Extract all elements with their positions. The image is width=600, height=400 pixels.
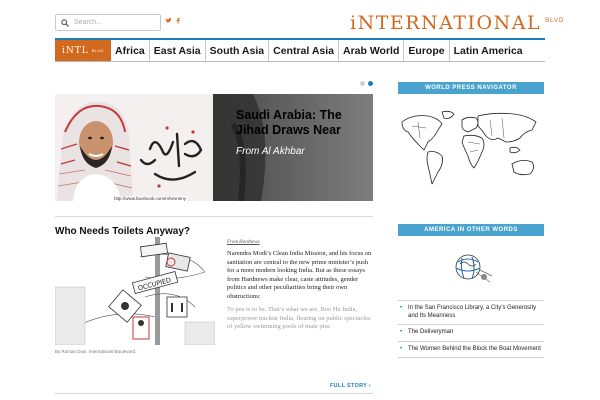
bullet-icon: • (400, 329, 403, 335)
list-item[interactable] (398, 325, 544, 342)
slider-dot-active[interactable] (368, 81, 373, 86)
nav-item-arab-world[interactable]: Arab World (339, 40, 404, 61)
article-source[interactable]: From Hardnews (227, 240, 260, 245)
featured-title[interactable]: Saudi Arabia: The Jihad Draws Near (236, 108, 342, 137)
nav-home-label: iNTL (62, 45, 89, 56)
social-links (165, 17, 181, 24)
article-title[interactable]: Who Needs Toilets Anyway? (55, 226, 191, 237)
facebook-icon[interactable] (175, 17, 181, 24)
nav-item-south-asia[interactable]: South Asia (206, 40, 269, 61)
occupied-sign-text: OCCUPIED (137, 275, 172, 293)
nav-home-sub: BLVD (91, 48, 104, 53)
article-image-credit: By Roman Duvi. International Boulevard. (55, 349, 137, 354)
nav-item-africa[interactable]: Africa (111, 40, 150, 61)
nav-item-east-asia[interactable]: East Asia (150, 40, 206, 61)
other-words-list (398, 300, 544, 358)
article-illustration[interactable] (55, 237, 215, 345)
list-item[interactable] (398, 300, 544, 325)
site-logo[interactable] (350, 12, 564, 34)
featured-image (55, 94, 213, 201)
image-caption: http://www.facebook.com/mhesneny (114, 196, 187, 201)
search-box[interactable] (55, 14, 161, 31)
search-input[interactable] (74, 19, 154, 26)
featured-source: From Al Akhbar (236, 146, 305, 157)
region-nav (55, 38, 545, 62)
list-item-label: The Deliveryman (408, 329, 454, 335)
twitter-icon[interactable] (165, 17, 172, 24)
bullet-icon: • (400, 305, 403, 311)
logo-wordmark: iNTERNATIONAL (350, 12, 542, 34)
article-excerpt: Narendra Modi’s Clean India Mission, and his focus on sanitation are central to the new prime minister’s push for a more modern looking India. But as these essays from Hardnews make clear, caste attitudes, gender politics and other peculiarities bring their own obstructions: (227, 250, 372, 300)
logo-subtext: BLVD (545, 18, 565, 24)
nav-home-logo[interactable] (55, 40, 111, 61)
nav-item-europe[interactable]: Europe (404, 40, 449, 61)
globe-sculpture-image[interactable] (450, 250, 495, 285)
nav-item-latin-america[interactable]: Latin America (453, 44, 523, 57)
america-in-other-words-heading[interactable]: AMERICA IN OTHER WORDS (398, 224, 544, 236)
full-story-link[interactable]: FULL STORY › (330, 383, 371, 389)
divider (55, 216, 373, 217)
world-map[interactable] (398, 108, 544, 188)
list-item[interactable] (398, 342, 544, 359)
article-quote: To pee is to be. That’s what we are, Boo Ha India, superpower nuclear India, floating on public spectacles of yellow swimming pools of male piss. (227, 306, 371, 330)
bullet-icon: • (400, 345, 403, 352)
search-icon (61, 19, 69, 27)
list-item-label: In the San Francisco Library, a City’s Generosity and Its Meanness (408, 305, 537, 319)
slider-dots (360, 81, 373, 86)
list-item-label: The Women Behind the Block the Boat Movement (408, 345, 541, 352)
slider-dot[interactable] (360, 81, 365, 86)
divider (55, 393, 373, 394)
world-press-navigator-heading[interactable]: WORLD PRESS NAVIGATOR (398, 82, 544, 94)
nav-item-central-asia[interactable]: Central Asia (269, 40, 339, 61)
